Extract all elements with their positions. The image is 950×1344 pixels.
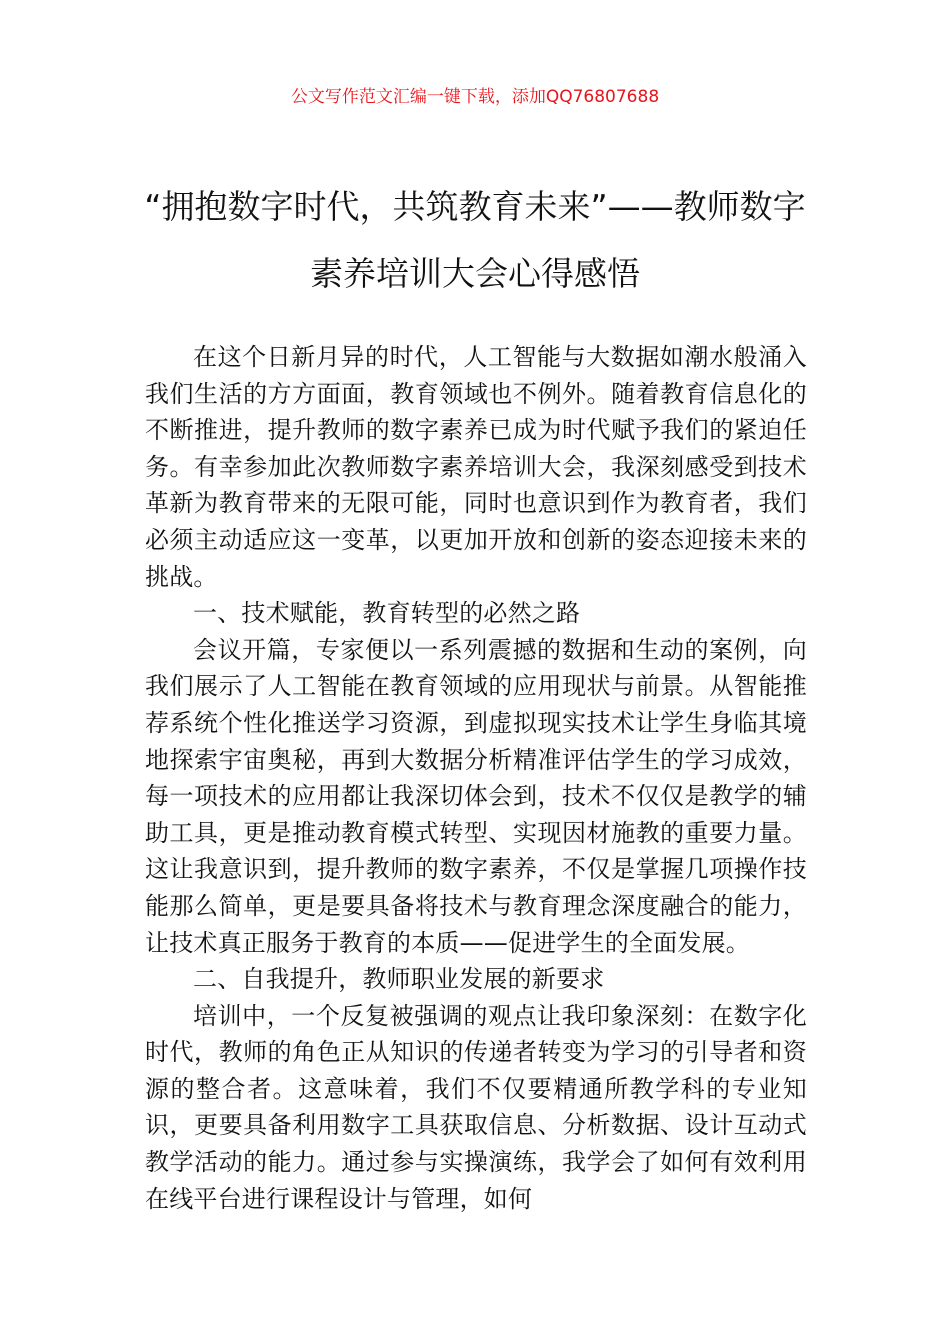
section-2-paragraph: 培训中，一个反复被强调的观点让我印象深刻：在数字化时代，教师的角色正从知识的传递者转变为学习的引导者和资源的整合者。这意味着，我们不仅要精通所教学科的专业知识，更要具备利用数字工具获取信息、分析数据、设计互动式教学活动的能力。通过参与实操演练，我学会了如何有效利用在线平台进行课程设计与管理，如何 [145, 1001, 807, 1213]
intro-paragraph: 在这个日新月异的时代，人工智能与大数据如潮水般涌入我们生活的方方面面，教育领域也不例外。随着教育信息化的不断推进，提升教师的数字素养已成为时代赋予我们的紧迫任务。有幸参加此次教师数字素养培训大会，我深刻感受到技术革新为教育带来的无限可能，同时也意识到作为教育者，我们必须主动适应这一变革，以更加开放和创新的姿态迎接未来的挑战。 [145, 343, 807, 591]
document-title: “拥抱数字时代，共筑教育未来”——教师数字素养培训大会心得感悟 [144, 187, 806, 293]
section-heading-1: 一、技术赋能，教育转型的必然之路 [193, 599, 581, 628]
section-1-paragraph: 会议开篇，专家便以一系列震撼的数据和生动的案例，向我们展示了人工智能在教育领域的应用现状与前景。从智能推荐系统个性化推送学习资源，到虚拟现实技术让学生身临其境地探索宇宙奥秘，再到大数据分析精准评估学生的学习成效，每一项技术的应用都让我深切体会到，技术不仅仅是教学的辅助工具，更是推动教育模式转型、实现因材施教的重要力量。这让我意识到，提升教师的数字素养，不仅是掌握几项操作技能那么简单，更是要具备将技术与教育理念深度融合的能力，让技术真正服务于教育的本质——促进学生的全面发展。 [145, 635, 807, 957]
download-promo-note: 公文写作范文汇编一键下载，添加QQ76807688 [290, 87, 660, 107]
document-body [145, 339, 807, 1217]
section-heading-2: 二、自我提升，教师职业发展的新要求 [193, 965, 605, 994]
